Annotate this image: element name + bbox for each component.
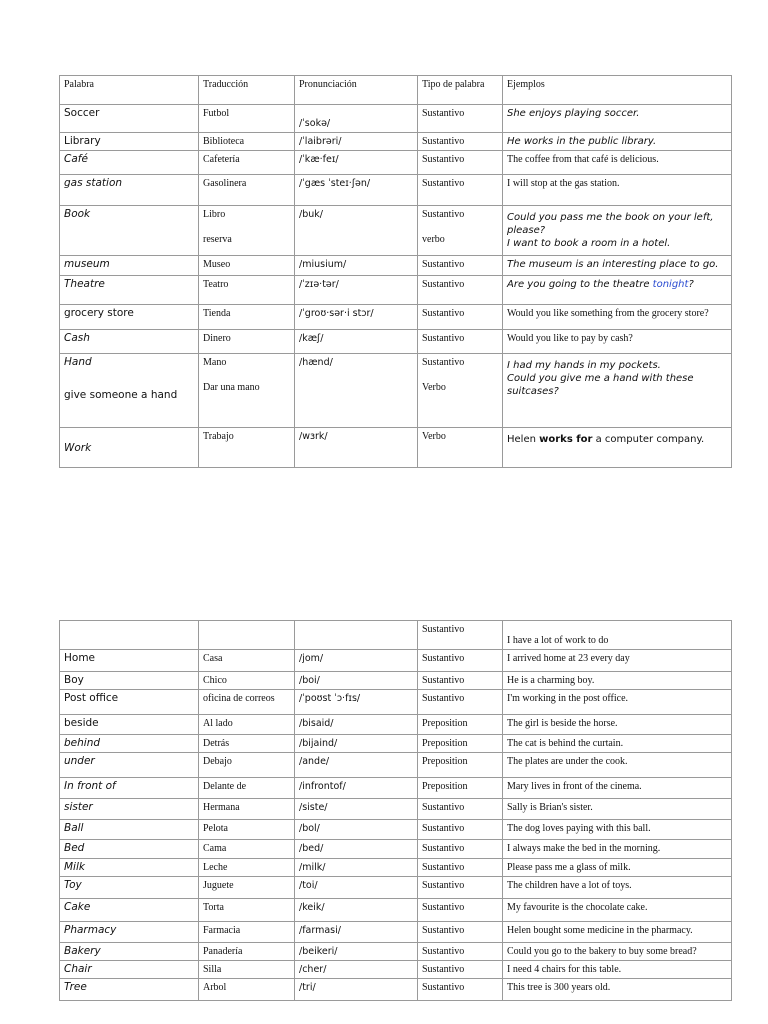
type-text: verbo (422, 234, 445, 245)
example-cell: My favourite is the chocolate cake. (503, 899, 732, 922)
example-text: I want to book a room in a hotel. (507, 238, 671, 249)
type-cell: Sustantivo (418, 305, 503, 330)
table-row (60, 859, 732, 877)
example-cell: Would you like something from the grocery store? (503, 305, 732, 330)
example-cell: The children have a lot of toys. (503, 877, 732, 899)
example-cell: Please pass me a glass of milk. (503, 859, 732, 877)
pronunciation-cell: /kæʃ/ (295, 330, 418, 354)
example-text: a computer company. (595, 434, 705, 445)
type-cell: Preposition (418, 735, 503, 753)
word-cell: Boy (60, 672, 199, 690)
pronunciation-cell: /bisaid/ (295, 715, 418, 735)
example-cell: The museum is an interesting place to go. (503, 256, 732, 276)
example-cell: Mary lives in front of the cinema. (503, 778, 732, 799)
pronunciation-cell: /cher/ (295, 961, 418, 979)
vocabulary-table-1 (59, 75, 732, 468)
translation-cell: Panadería (199, 943, 295, 961)
word-cell: Book (60, 206, 199, 256)
table-row (60, 276, 732, 305)
pronunciation-cell: /keik/ (295, 899, 418, 922)
example-text (507, 433, 727, 446)
translation-cell: Hermana (199, 799, 295, 820)
type-cell: Sustantivo (418, 877, 503, 899)
pronunciation-cell: /siste/ (295, 799, 418, 820)
example-cell (503, 276, 732, 305)
word-cell: Chair (60, 961, 199, 979)
type-cell (418, 206, 503, 256)
example-cell: The coffee from that café is delicious. (503, 151, 732, 175)
pronunciation-cell: /bijaind/ (295, 735, 418, 753)
example-cell (503, 206, 732, 256)
translation-cell: Leche (199, 859, 295, 877)
table-row (60, 105, 732, 133)
type-cell: Sustantivo (418, 820, 503, 840)
translation-cell: Teatro (199, 276, 295, 305)
translation-cell: Al lado (199, 715, 295, 735)
word-cell: Bed (60, 840, 199, 859)
translation-cell: Silla (199, 961, 295, 979)
word-text: Hand (64, 356, 92, 368)
example-text: ? (688, 279, 694, 290)
word-cell: Cash (60, 330, 199, 354)
example-cell: I arrived home at 23 every day (503, 650, 732, 672)
type-cell: Sustantivo (418, 840, 503, 859)
table-row (60, 175, 732, 206)
pronunciation-cell: /ˈgroʊ·sər·i stɔr/ (295, 305, 418, 330)
type-cell: Sustantivo (418, 650, 503, 672)
type-cell: Sustantivo (418, 105, 503, 133)
pronunciation-cell: /infrontof/ (295, 778, 418, 799)
translation-cell: Delante de (199, 778, 295, 799)
translation-cell: Museo (199, 256, 295, 276)
word-cell: Pharmacy (60, 922, 199, 943)
translation-cell (199, 621, 295, 650)
type-cell: Sustantivo (418, 961, 503, 979)
type-cell: Sustantivo (418, 672, 503, 690)
pronunciation-cell: /tri/ (295, 979, 418, 1001)
word-text: give someone a hand (64, 389, 178, 401)
type-cell: Preposition (418, 778, 503, 799)
type-cell: Sustantivo (418, 621, 503, 650)
translation-cell: Tienda (199, 305, 295, 330)
pronunciation-cell: /ˈlaibrəri/ (295, 133, 418, 151)
pronunciation-cell: /boi/ (295, 672, 418, 690)
translation-cell: Biblioteca (199, 133, 295, 151)
header-cell: Ejemplos (503, 76, 732, 105)
type-cell: Sustantivo (418, 151, 503, 175)
table-row (60, 133, 732, 151)
table-row (60, 621, 732, 650)
word-text: Work (64, 442, 92, 454)
word-cell: Home (60, 650, 199, 672)
example-cell: This tree is 300 years old. (503, 979, 732, 1001)
table-row (60, 330, 732, 354)
translation-cell: Farmacia (199, 922, 295, 943)
header-cell: Tipo de palabra (418, 76, 503, 105)
example-cell (503, 354, 732, 428)
example-text: Are you going to the theatre (507, 279, 650, 290)
pronunciation-cell: /ˈgæs ˈsteɪ·ʃən/ (295, 175, 418, 206)
example-cell: He works in the public library. (503, 133, 732, 151)
example-cell: Helen bought some medicine in the pharmacy. (503, 922, 732, 943)
word-cell: beside (60, 715, 199, 735)
word-cell: Cake (60, 899, 199, 922)
type-cell: Sustantivo (418, 175, 503, 206)
word-cell: gas station (60, 175, 199, 206)
table-row (60, 206, 732, 256)
word-cell: Post office (60, 690, 199, 715)
table-row (60, 979, 732, 1001)
type-cell (418, 354, 503, 428)
example-cell: He is a charming boy. (503, 672, 732, 690)
type-cell: Sustantivo (418, 276, 503, 305)
translation-cell: Cafetería (199, 151, 295, 175)
type-cell: Sustantivo (418, 330, 503, 354)
example-bold-text: works for (539, 434, 593, 445)
type-cell: Sustantivo (418, 799, 503, 820)
word-cell (60, 621, 199, 650)
type-cell: Preposition (418, 715, 503, 735)
table-row (60, 820, 732, 840)
type-cell: Sustantivo (418, 979, 503, 1001)
translation-text: Libro (203, 209, 226, 220)
translation-cell: Pelota (199, 820, 295, 840)
table-row (60, 256, 732, 276)
type-cell: Sustantivo (418, 133, 503, 151)
example-text: I had my hands in my pockets. (507, 360, 661, 371)
example-cell: The girl is beside the horse. (503, 715, 732, 735)
pronunciation-cell: /bed/ (295, 840, 418, 859)
table-row (60, 922, 732, 943)
example-cell (503, 428, 732, 468)
example-cell: She enjoys playing soccer. (503, 105, 732, 133)
table-header-row (60, 76, 732, 105)
pronunciation-cell (295, 105, 418, 133)
word-cell: Tree (60, 979, 199, 1001)
type-cell: Sustantivo (418, 899, 503, 922)
pronunciation-cell: /ˈkæ·feɪ/ (295, 151, 418, 175)
type-cell: Verbo (418, 428, 503, 468)
example-cell: Would you like to pay by cash? (503, 330, 732, 354)
table-row (60, 650, 732, 672)
word-cell: behind (60, 735, 199, 753)
example-cell: I need 4 chairs for this table. (503, 961, 732, 979)
example-cell: I'm working in the post office. (503, 690, 732, 715)
table-row (60, 428, 732, 468)
example-text: I have a lot of work to do (507, 635, 609, 646)
translation-text: reserva (203, 234, 232, 245)
pronunciation-cell: /bol/ (295, 820, 418, 840)
word-cell: grocery store (60, 305, 199, 330)
translation-cell: oficina de correos (199, 690, 295, 715)
translation-cell (199, 206, 295, 256)
pronunciation-text: /ˈsokə/ (299, 118, 331, 129)
pronunciation-cell: /ˈpoʊst ˈɔ·fɪs/ (295, 690, 418, 715)
word-cell: under (60, 753, 199, 778)
example-text: Could you pass me the book on your left, please? (507, 212, 714, 236)
vocabulary-table-2 (59, 620, 732, 1001)
word-cell: museum (60, 256, 199, 276)
table-row (60, 735, 732, 753)
word-cell: Toy (60, 877, 199, 899)
type-text: Sustantivo (422, 209, 465, 220)
translation-cell: Juguete (199, 877, 295, 899)
table-row (60, 672, 732, 690)
table-row (60, 690, 732, 715)
type-cell: Sustantivo (418, 922, 503, 943)
type-cell: Sustantivo (418, 943, 503, 961)
pronunciation-cell: /beikeri/ (295, 943, 418, 961)
table-row (60, 899, 732, 922)
translation-cell: Torta (199, 899, 295, 922)
word-cell: Library (60, 133, 199, 151)
pronunciation-cell: /jom/ (295, 650, 418, 672)
example-cell: The dog loves paying with this ball. (503, 820, 732, 840)
word-cell: Theatre (60, 276, 199, 305)
word-cell: Café (60, 151, 199, 175)
translation-cell: Dinero (199, 330, 295, 354)
pronunciation-cell: /ande/ (295, 753, 418, 778)
translation-cell: Trabajo (199, 428, 295, 468)
example-text: Could you give me a hand with these suitcases? (507, 373, 694, 397)
table-row (60, 961, 732, 979)
table-row (60, 715, 732, 735)
example-cell: Sally is Brian's sister. (503, 799, 732, 820)
word-cell (60, 354, 199, 428)
translation-text: Dar una mano (203, 382, 260, 393)
type-cell: Sustantivo (418, 256, 503, 276)
example-cell: I always make the bed in the morning. (503, 840, 732, 859)
word-cell: Soccer (60, 105, 199, 133)
type-cell: Preposition (418, 753, 503, 778)
translation-cell (199, 354, 295, 428)
translation-cell: Chico (199, 672, 295, 690)
translation-cell: Arbol (199, 979, 295, 1001)
type-cell: Sustantivo (418, 690, 503, 715)
pronunciation-cell: /toi/ (295, 877, 418, 899)
table-row (60, 354, 732, 428)
pronunciation-cell: /milk/ (295, 859, 418, 877)
pronunciation-cell (295, 621, 418, 650)
translation-cell: Detrás (199, 735, 295, 753)
table-row (60, 877, 732, 899)
header-cell: Pronunciación (295, 76, 418, 105)
table-row (60, 799, 732, 820)
table-row (60, 778, 732, 799)
word-cell: Ball (60, 820, 199, 840)
word-cell: sister (60, 799, 199, 820)
header-cell: Traducción (199, 76, 295, 105)
pronunciation-cell: /wɜrk/ (295, 428, 418, 468)
example-cell: I will stop at the gas station. (503, 175, 732, 206)
example-text: Helen (507, 434, 536, 445)
table-row (60, 151, 732, 175)
word-cell: Milk (60, 859, 199, 877)
example-cell: The cat is behind the curtain. (503, 735, 732, 753)
table-row (60, 305, 732, 330)
table-row (60, 753, 732, 778)
translation-cell: Futbol (199, 105, 295, 133)
pronunciation-cell: /hænd/ (295, 354, 418, 428)
type-text: Verbo (422, 382, 446, 393)
translation-text: Mano (203, 357, 227, 368)
translation-cell: Gasolinera (199, 175, 295, 206)
translation-cell: Cama (199, 840, 295, 859)
translation-cell: Casa (199, 650, 295, 672)
pronunciation-cell: /ˈzɪə·tər/ (295, 276, 418, 305)
example-cell: Could you go to the bakery to buy some bread? (503, 943, 732, 961)
example-cell: The plates are under the cook. (503, 753, 732, 778)
pronunciation-cell: /buk/ (295, 206, 418, 256)
table-row (60, 943, 732, 961)
header-cell: Palabra (60, 76, 199, 105)
word-cell (60, 428, 199, 468)
type-cell: Sustantivo (418, 859, 503, 877)
pronunciation-cell: /farmasi/ (295, 922, 418, 943)
table-row (60, 840, 732, 859)
pronunciation-cell: /miusium/ (295, 256, 418, 276)
example-cell (503, 621, 732, 650)
word-cell: In front of (60, 778, 199, 799)
word-cell: Bakery (60, 943, 199, 961)
tonight-link[interactable]: tonight (652, 279, 689, 290)
type-text: Sustantivo (422, 357, 465, 368)
translation-cell: Debajo (199, 753, 295, 778)
